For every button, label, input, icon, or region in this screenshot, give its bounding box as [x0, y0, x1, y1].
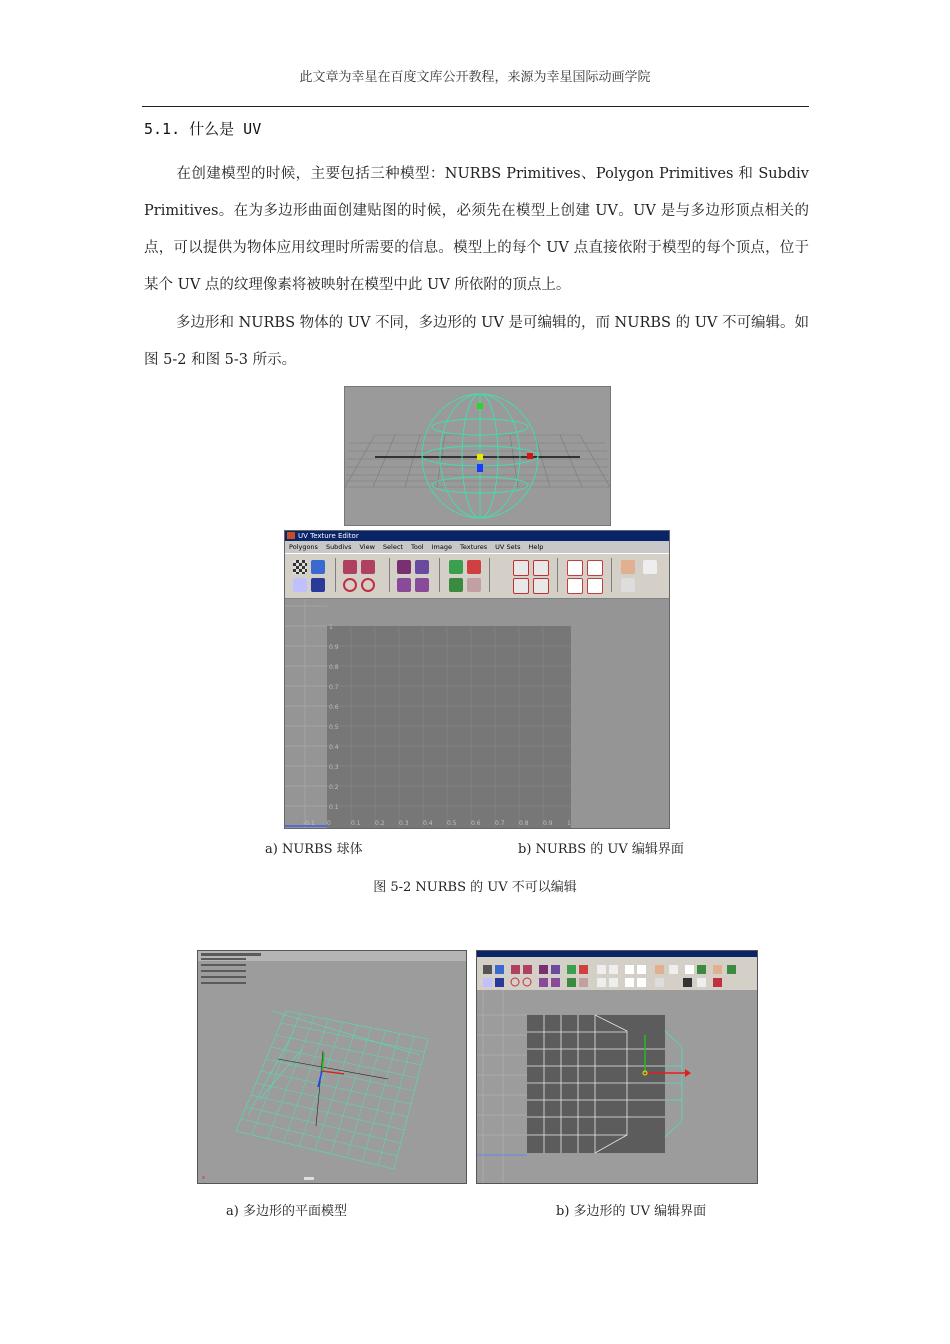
fig3-caption-a: a) 多边形的平面模型 — [226, 1204, 347, 1219]
page-header: 此文章为幸星在百度文库公开教程，来源为幸星国际动画学院 — [299, 70, 651, 85]
u-tick-label: 0.7 — [495, 820, 505, 827]
uv-texture-editor-window — [284, 530, 670, 829]
menu-select[interactable]: Select — [382, 543, 403, 551]
u-tick-label: 0.8 — [519, 820, 529, 827]
u-tick-label: 0.3 — [399, 820, 409, 827]
checker-icon[interactable] — [293, 560, 307, 574]
menu-uv-sets[interactable]: UV Sets — [495, 543, 521, 551]
v-tick-label: 0.8 — [329, 664, 339, 671]
paragraph-1-text: 在创建模型的时候，主要包括三种模型：NURBS Primitives、Polygon Primitives 和 Subdiv Primitives。在为多边形曲面创建贴图的时候，必须先在模型上创建 UV。UV 是与多边形顶点相关的点，可以提供为物体应用纹理时所需要的信息。模型上的每个 UV 点直接依附于模型的每个顶点，位于某个 UV 点的纹理像素将被映射在模型中此 UV 所依附的顶点上。 — [144, 166, 809, 293]
lasso-move-icon[interactable] — [361, 578, 375, 592]
uv-viewport[interactable] — [285, 599, 669, 828]
pixel-snap-icon[interactable] — [567, 578, 583, 594]
v-tick-label: 1 — [329, 624, 333, 631]
uv-editor-toolbar — [285, 553, 669, 599]
menu-tool[interactable]: Tool — [410, 543, 424, 551]
menu-subdivs[interactable]: Subdivs — [325, 543, 352, 551]
map-icon[interactable] — [449, 578, 463, 592]
snap-icon[interactable] — [587, 560, 603, 576]
smooth-icon[interactable] — [311, 578, 325, 592]
svg-text:x: x — [202, 1175, 205, 1181]
lasso-icon[interactable] — [343, 578, 357, 592]
paragraph-2-text: 多边形和 NURBS 物体的 UV 不同，多边形的 UV 是可编辑的，而 NURBS 的 UV 不可编辑。如图 5-2 和图 5-3 所示。 — [144, 315, 809, 368]
v-tick-label: 0.2 — [329, 784, 339, 791]
polygon-uv-render — [477, 951, 757, 1183]
fig2-title: 图 5-2 NURBS 的 UV 不可以编辑 — [373, 880, 577, 895]
polygon-plane-render — [198, 951, 466, 1183]
uv-editor-title: UV Texture Editor — [298, 532, 359, 540]
uv-set-icon[interactable] — [467, 578, 481, 592]
paragraph-2 — [144, 305, 809, 379]
image-display-icon[interactable] — [621, 560, 635, 574]
v-tick-label: 0.5 — [329, 724, 339, 731]
cut-uv-icon[interactable] — [397, 560, 411, 574]
uv-editor-titlebar — [285, 531, 669, 541]
unfold-icon[interactable] — [397, 578, 411, 592]
align-top-icon[interactable] — [533, 578, 549, 594]
flip-u-icon[interactable] — [311, 560, 325, 574]
section-title: 5.1. 什么是 UV — [144, 120, 262, 138]
align-right-icon[interactable] — [533, 560, 549, 576]
menu-polygons[interactable]: Polygons — [289, 543, 318, 551]
v-tick-label: 0.3 — [329, 764, 339, 771]
fig2-caption-b: b) NURBS 的 UV 编辑界面 — [518, 842, 684, 857]
maya-logo-icon — [287, 532, 295, 539]
layout-icon[interactable] — [449, 560, 463, 574]
u-tick-label: 1 — [567, 820, 571, 827]
figure-polygon-uv-editor — [476, 950, 758, 1184]
rotate-right-icon[interactable] — [361, 560, 375, 574]
u-tick-label: 0 — [327, 820, 331, 827]
shaded-icon[interactable] — [587, 578, 603, 594]
u-tick-label: 0.2 — [375, 820, 385, 827]
uv-editor-menubar — [285, 542, 669, 553]
display-grid-icon[interactable] — [567, 560, 583, 576]
header-rule — [142, 106, 809, 107]
align-bottom-icon[interactable] — [513, 578, 529, 594]
u-tick-label: 0.4 — [423, 820, 433, 827]
align-left-icon[interactable] — [513, 560, 529, 576]
v-tick-label: 0.1 — [329, 804, 339, 811]
texture-icon[interactable] — [293, 578, 307, 592]
v-tick-label: 0.7 — [329, 684, 339, 691]
menu-help[interactable]: Help — [528, 543, 544, 551]
u-tick-label: 0.5 — [447, 820, 457, 827]
u-tick-label: 0.1 — [351, 820, 361, 827]
menu-view[interactable]: View — [359, 543, 375, 551]
figure-nurbs-sphere — [344, 386, 611, 526]
grid-icon[interactable] — [467, 560, 481, 574]
u-tick-label: 0.6 — [471, 820, 481, 827]
rotate-left-icon[interactable] — [343, 560, 357, 574]
v-tick-label: 0.4 — [329, 744, 339, 751]
u-tick-label: -0.1 — [303, 820, 315, 827]
isolate-icon[interactable] — [621, 578, 635, 592]
relax-icon[interactable] — [415, 578, 429, 592]
sew-uv-icon[interactable] — [415, 560, 429, 574]
u-tick-label: 0.9 — [543, 820, 553, 827]
fig3-caption-b: b) 多边形的 UV 编辑界面 — [556, 1204, 707, 1219]
menu-image[interactable]: Image — [431, 543, 452, 551]
uv-grid — [285, 599, 669, 828]
fig2-caption-a: a) NURBS 球体 — [265, 842, 363, 857]
nurbs-sphere-render — [345, 387, 610, 525]
dim-image-icon[interactable] — [643, 560, 657, 574]
paragraph-1 — [144, 156, 809, 304]
figure-polygon-plane — [197, 950, 467, 1184]
menu-textures[interactable]: Textures — [459, 543, 488, 551]
v-tick-label: 0.9 — [329, 644, 339, 651]
v-tick-label: 0.6 — [329, 704, 339, 711]
